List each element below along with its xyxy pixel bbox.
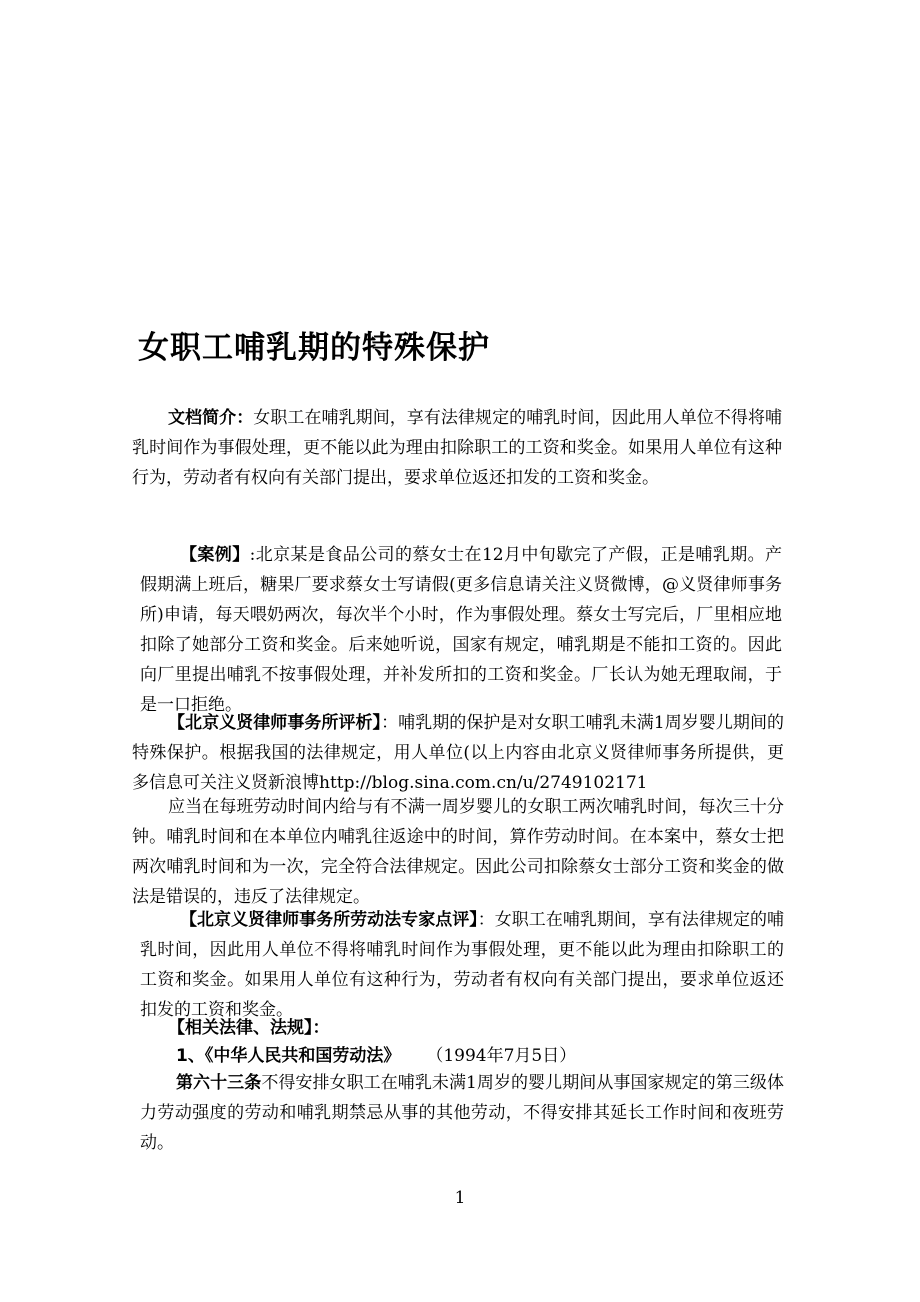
expert-text: ：女职工在哺乳期间，享有法律规定的哺乳时间，因此用人单位不得将哺乳时间作为事假处理，更不能以此为理由扣除职工的工资和奖金。如果用人单位有这种行为，劳动者有权向有关部门提出，要求单位返还扣发的工资和奖金。 xyxy=(140,910,785,1020)
article-text: 不得安排女职工在哺乳未满1周岁的婴儿期间从事国家规定的第三级体力劳动强度的劳动和哺乳期禁忌从事的其他劳动，不得安排其延长工作时间和夜班劳动。 xyxy=(140,1073,784,1153)
article-label: 第六十三条 xyxy=(176,1073,262,1093)
analysis-continuation-text: 应当在每班劳动时间内给与有不满一周岁婴儿的女职工两次哺乳时间，每次三十分钟。哺乳时间和在本单位内哺乳往返途中的时间，算作劳动时间。在本案中，蔡女士把两次哺乳时间和为一次，完全符合法律规定。因此公司扣除蔡女士部分工资和奖金的做法是错误的，违反了法律规定。 xyxy=(132,797,784,907)
document-title: 女职工哺乳期的特殊保护 xyxy=(138,330,490,366)
case-text: :北京某是食品公司的蔡女士在12月中旬歇完了产假，正是哺乳期。产假期满上班后，糖果厂要求蔡女士写请假(更多信息请关注义贤微博，@义贤律师事务所)申请，每天喂奶两次，每次半个小时，作为事假处理。蔡女士写完后，厂里相应地扣除了她部分工资和奖金。后来她听说，国家有规定，哺乳期是不能扣工资的。因此向厂里提出哺乳不按事假处理，并补发所扣的工资和奖金。厂长认为她无理取闹，于是一口拒绝。 xyxy=(140,545,783,715)
summary-text: 女职工在哺乳期间，享有法律规定的哺乳时间，因此用人单位不得将哺乳时间作为事假处理，更不能以此为理由扣除职工的工资和奖金。如果用人单位有这种行为，劳动者有权向有关部门提出，要求单位返还扣发的工资和奖金。 xyxy=(132,408,783,488)
summary-label: 文档简介： xyxy=(168,408,254,428)
analysis-paragraph xyxy=(132,708,784,798)
summary-paragraph xyxy=(132,403,782,493)
expert-label: 【北京义贤律师事务所劳动法专家点评】 xyxy=(180,910,478,930)
expert-paragraph xyxy=(140,905,784,1025)
analysis-text: ：哺乳期的保护是对女职工哺乳未满1周岁婴儿期间的特殊保护。根据我国的法律规定，用人单位(以上内容由北京义贤律师事务所提供，更多信息可关注义贤新浪博http://blog.sina.com.cn/u/2749102171 xyxy=(132,713,784,793)
page-number: 1 xyxy=(454,1188,466,1208)
case-label: 【案例】 xyxy=(180,545,250,565)
laws-heading xyxy=(168,1013,768,1043)
law-item-1 xyxy=(176,1041,776,1071)
analysis-label: 【北京义贤律师事务所评析】 xyxy=(168,713,382,733)
case-paragraph xyxy=(140,540,782,720)
law-item-1-label: 1、《中华人民共和国劳动法》 xyxy=(176,1046,401,1066)
laws-label: 【相关法律、法规】： xyxy=(168,1018,330,1038)
analysis-continuation xyxy=(132,792,784,912)
law-item-1-date: （1994年7月5日） xyxy=(426,1046,577,1066)
article-paragraph xyxy=(140,1068,784,1158)
